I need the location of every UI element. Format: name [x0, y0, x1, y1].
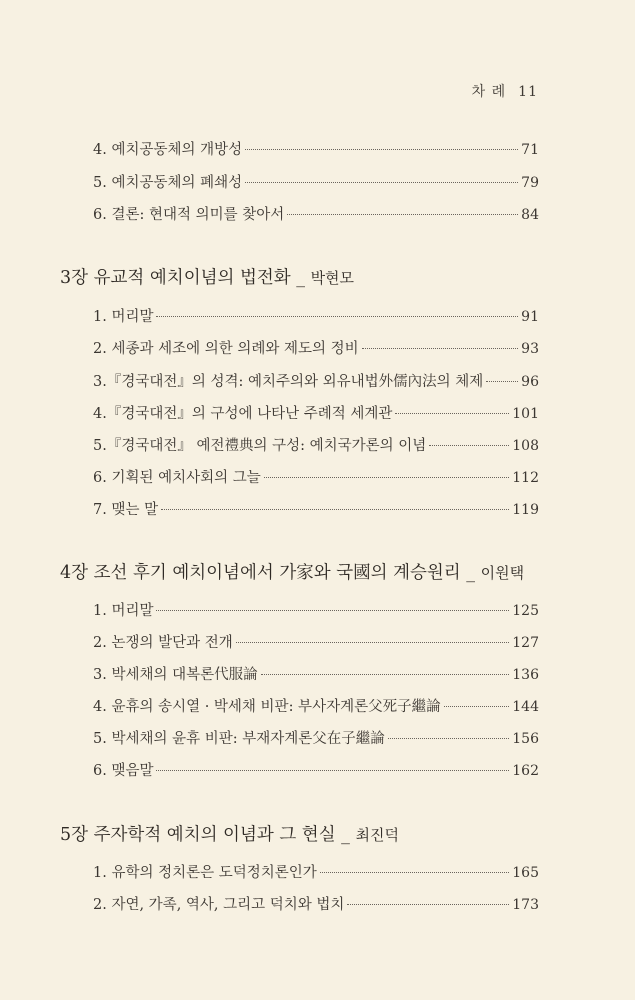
- toc-entry-title: 3. 박세채의 대복론代服論: [93, 667, 258, 683]
- running-header: [472, 81, 538, 101]
- running-header-label: 차 례: [471, 84, 507, 100]
- toc-entry-title: 6. 맺음말: [93, 763, 154, 779]
- toc-entry-title: 2. 세종과 세조에 의한 의례와 제도의 정비: [93, 341, 359, 357]
- toc-entry-title: 2. 자연, 가족, 역사, 그리고 덕치와 법치: [93, 897, 345, 913]
- dot-leader: [362, 348, 519, 349]
- dot-leader: [264, 477, 510, 478]
- dot-leader: [388, 738, 510, 739]
- toc-entry[interactable]: [93, 402, 539, 423]
- dot-leader: [161, 509, 509, 510]
- toc-page-number: 93: [521, 341, 539, 357]
- toc-page-number: 144: [512, 699, 539, 715]
- dot-leader: [444, 706, 510, 707]
- toc-page-number: 84: [521, 207, 539, 223]
- toc-page-number: 71: [521, 142, 539, 158]
- toc-entry[interactable]: [93, 727, 539, 748]
- toc-page-number: 79: [521, 175, 539, 191]
- toc-entry[interactable]: [93, 337, 539, 358]
- dot-leader: [236, 642, 510, 643]
- toc-entry[interactable]: [93, 599, 539, 620]
- toc-entry[interactable]: [93, 203, 539, 224]
- dot-leader: [320, 872, 510, 873]
- chapter-heading[interactable]: [60, 821, 399, 846]
- toc-page-number: 165: [512, 865, 539, 881]
- toc-entry-title: 4.『경국대전』의 구성에 나타난 주례적 세계관: [93, 406, 393, 422]
- toc-entry-title: 5.『경국대전』 예전禮典의 구성: 예치국가론의 이념: [93, 438, 427, 454]
- toc-entry[interactable]: [93, 370, 539, 391]
- dot-leader: [261, 674, 510, 675]
- toc-entry[interactable]: [93, 305, 539, 326]
- dot-leader: [287, 214, 518, 215]
- dot-leader: [429, 445, 509, 446]
- toc-entry[interactable]: [93, 631, 539, 652]
- toc-entry-title: 6. 결론: 현대적 의미를 찾아서: [93, 207, 285, 223]
- toc-entry-title: 1. 유학의 정치론은 도덕정치론인가: [93, 865, 317, 881]
- toc-entry-title: 1. 머리말: [93, 309, 154, 325]
- toc-entry-title: 5. 박세채의 윤휴 비판: 부재자계론父在子繼論: [93, 731, 385, 747]
- toc-entry-title: 3.『경국대전』의 성격: 예치주의와 외유내법外儒內法의 체제: [93, 374, 484, 390]
- chapter-author: 박현모: [310, 269, 355, 287]
- toc-page-number: 162: [512, 763, 539, 779]
- toc-entry-title: 6. 기획된 예치사회의 그늘: [93, 470, 261, 486]
- dot-leader: [245, 149, 518, 150]
- toc-page-number: 96: [521, 374, 539, 390]
- toc-page-number: 127: [512, 635, 539, 651]
- dot-leader: [156, 316, 518, 317]
- running-header-page: 11: [518, 84, 538, 100]
- toc-entry-title: 4. 윤휴의 송시열 · 박세채 비판: 부사자계론父死子繼論: [93, 699, 441, 715]
- toc-page-number: 136: [512, 667, 539, 683]
- toc-entry[interactable]: [93, 893, 539, 914]
- toc-page-number: 101: [512, 406, 539, 422]
- dot-leader: [156, 610, 509, 611]
- toc-entry[interactable]: [93, 663, 539, 684]
- toc-entry[interactable]: [93, 434, 539, 455]
- dot-leader: [486, 381, 518, 382]
- chapter-heading[interactable]: [60, 559, 524, 584]
- toc-page-number: 173: [512, 897, 539, 913]
- chapter-title: 4장 조선 후기 예치이념에서 가家와 국國의 계승원리 _: [60, 563, 481, 583]
- toc-entry[interactable]: [93, 498, 539, 519]
- toc-page-number: 108: [512, 438, 539, 454]
- toc-entry-title: 4. 예치공동체의 개방성: [93, 142, 243, 158]
- chapter-author: 최진덕: [355, 826, 399, 844]
- toc-page-number: 125: [512, 603, 539, 619]
- toc-entry[interactable]: [93, 759, 539, 780]
- dot-leader: [156, 770, 509, 771]
- toc-entry[interactable]: [93, 695, 539, 716]
- toc-page-number: 91: [521, 309, 539, 325]
- toc-page-number: 112: [512, 470, 539, 486]
- toc-page-number: 156: [512, 731, 539, 747]
- chapter-title: 5장 주자학적 예치의 이념과 그 현실 _: [60, 825, 356, 845]
- chapter-title: 3장 유교적 예치이념의 법전화 _: [60, 268, 311, 288]
- toc-entry-title: 7. 맺는 말: [93, 502, 159, 518]
- toc-entry-title: 1. 머리말: [93, 603, 154, 619]
- chapter-heading[interactable]: [60, 264, 354, 289]
- dot-leader: [347, 904, 509, 905]
- dot-leader: [395, 413, 509, 414]
- chapter-author: 이원택: [480, 564, 525, 582]
- toc-page-number: 119: [512, 502, 539, 518]
- toc-entry[interactable]: [93, 466, 539, 487]
- toc-entry[interactable]: [93, 138, 539, 159]
- dot-leader: [245, 182, 518, 183]
- toc-entry[interactable]: [93, 861, 539, 882]
- toc-entry[interactable]: [93, 171, 539, 192]
- toc-entry-title: 5. 예치공동체의 폐쇄성: [93, 175, 243, 191]
- toc-entry-title: 2. 논쟁의 발단과 전개: [93, 635, 233, 651]
